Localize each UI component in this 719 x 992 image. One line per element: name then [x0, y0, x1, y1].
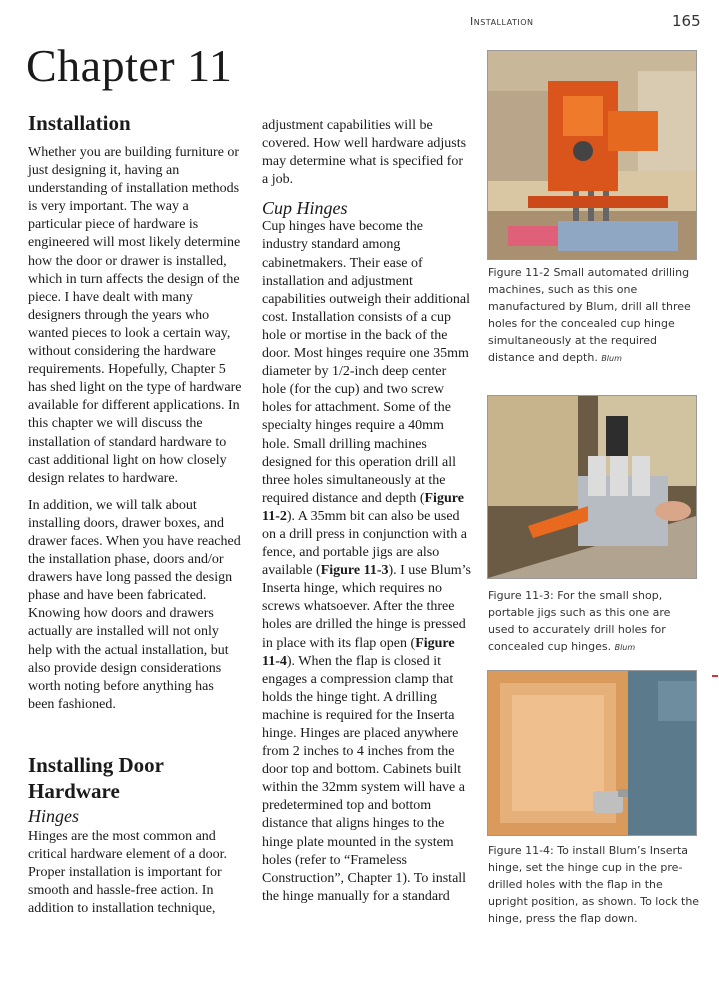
caption-text: Figure 11-3: For the small shop, portable jigs such as this one are used to accurately drill holes for concealed cup hinges.: [488, 589, 671, 653]
paragraph: [262, 218, 472, 906]
figure-11-4-photo: [487, 670, 697, 836]
figure-ref: Figure 11-2: [262, 490, 464, 524]
left-column: [28, 110, 242, 918]
text-run: ). When the flap is closed it engages a compression clamp that holds the hinge tight. A drilling machine is required for the Inserta hinge. Hinges are placed anywhere from 2 inches to 4 inches from the door top and bottom. Cabinets built within the 32mm system will have a predetermined top and bottom distance that aligns hinges to the hinge plate mounted in the system holes (refer to “Frameless Construction”, Chapter 1). To install the hinge manually for a standard: [262, 653, 467, 904]
page-number: 165: [672, 12, 701, 30]
figure-11-2-photo: [487, 50, 697, 260]
section-heading-installation: Installation: [28, 111, 131, 135]
portable-jig-illustration: [488, 396, 696, 578]
caption-text: Figure 11-2 Small automated drilling machines, such as this one manufactured by Blum, drill all three holes for the concealed cup hinge simultaneously at the required distance and depth.: [488, 266, 691, 364]
figure-ref: Figure 11-4: [262, 635, 455, 669]
text-run: ). I use Blum’s Inserta hinge, which requires no screws whatsoever. After the three holes are drilled the hinge is pressed in place with its flap open (: [262, 563, 471, 651]
photo-credit: Blum: [614, 643, 636, 652]
figure-11-2-caption: [488, 264, 700, 367]
margin-mark: [712, 675, 718, 677]
subheading-hinges: Hinges: [28, 805, 79, 826]
figure-ref: Figure 11-3: [320, 563, 389, 579]
subheading-cup-hinges: Cup Hinges: [262, 198, 348, 219]
paragraph: Whether you are building furniture or just designing it, having an understanding of installation methods is very important. The way a particular piece of hardware is engineered will most likely determine how the door or drawer is installed, which in turn affects the design of the piece. I have dealt with many designers through the years who wanted pieces to look a certain way, without considering the hardware requirements. Hopefully, Chapter 5 has shed light on the type of hardware available for different applications. In this chapter we will discuss the installation of standard hardware to cast additional light on how closely design relates to hardware.: [28, 145, 242, 486]
paragraph: adjustment capabilities will be covered. How well hardware adjusts may determine what is specified for a job.: [262, 118, 467, 188]
text-run: ). A 35mm bit can also be used on a drill press in conjunction with a fence, and portable jigs are also available (: [262, 508, 467, 579]
drilling-machine-illustration: [488, 51, 696, 259]
chapter-title: Chapter 11: [26, 40, 233, 91]
caption-text: Figure 11-4: To install Blum’s Inserta hinge, set the hinge cup in the pre-drilled holes with the flap in the upright position, as shown. To lock the hinge, press the flap down.: [488, 844, 700, 925]
figure-11-4-caption: [488, 842, 700, 927]
middle-column: [262, 117, 472, 906]
photo-credit: Blum: [601, 354, 622, 363]
figure-11-3-photo: [487, 395, 697, 579]
inserta-hinge-illustration: [488, 671, 696, 835]
running-head: Installation: [470, 15, 534, 28]
paragraph: Hinges are the most common and critical hardware element of a door. Proper installation is important for smooth and hassle-free action. In addition to installation technique,: [28, 828, 228, 917]
text-run: Cup hinges have become the industry standard among cabinetmakers. Their ease of installation and adjustment capabilities outweigh their additional cost. Installation consists of a cup hole or mortise in the back of the door. Most hinges require one 35mm diameter by 1/2-inch deep center hole (for the cup) and two screw holes for attachment. Some of the specialty hinges require a 40mm hole. Small drilling machines designed for this operation drill all three holes simultaneously at the required distance and depth (: [262, 219, 470, 506]
figure-11-3-caption: [488, 587, 698, 656]
paragraph: In addition, we will talk about installing doors, drawer boxes, and drawer faces. When you have reached the installation phase, doors and/or drawers have long passed the design phase and have been fabricated. Knowing how doors and drawers actually are installed will not only help with the actual installation, but also provide design considerations worth noting before anything has been fashioned.: [28, 497, 241, 712]
section-heading-door-hardware: Installing Door Hardware: [28, 752, 164, 803]
